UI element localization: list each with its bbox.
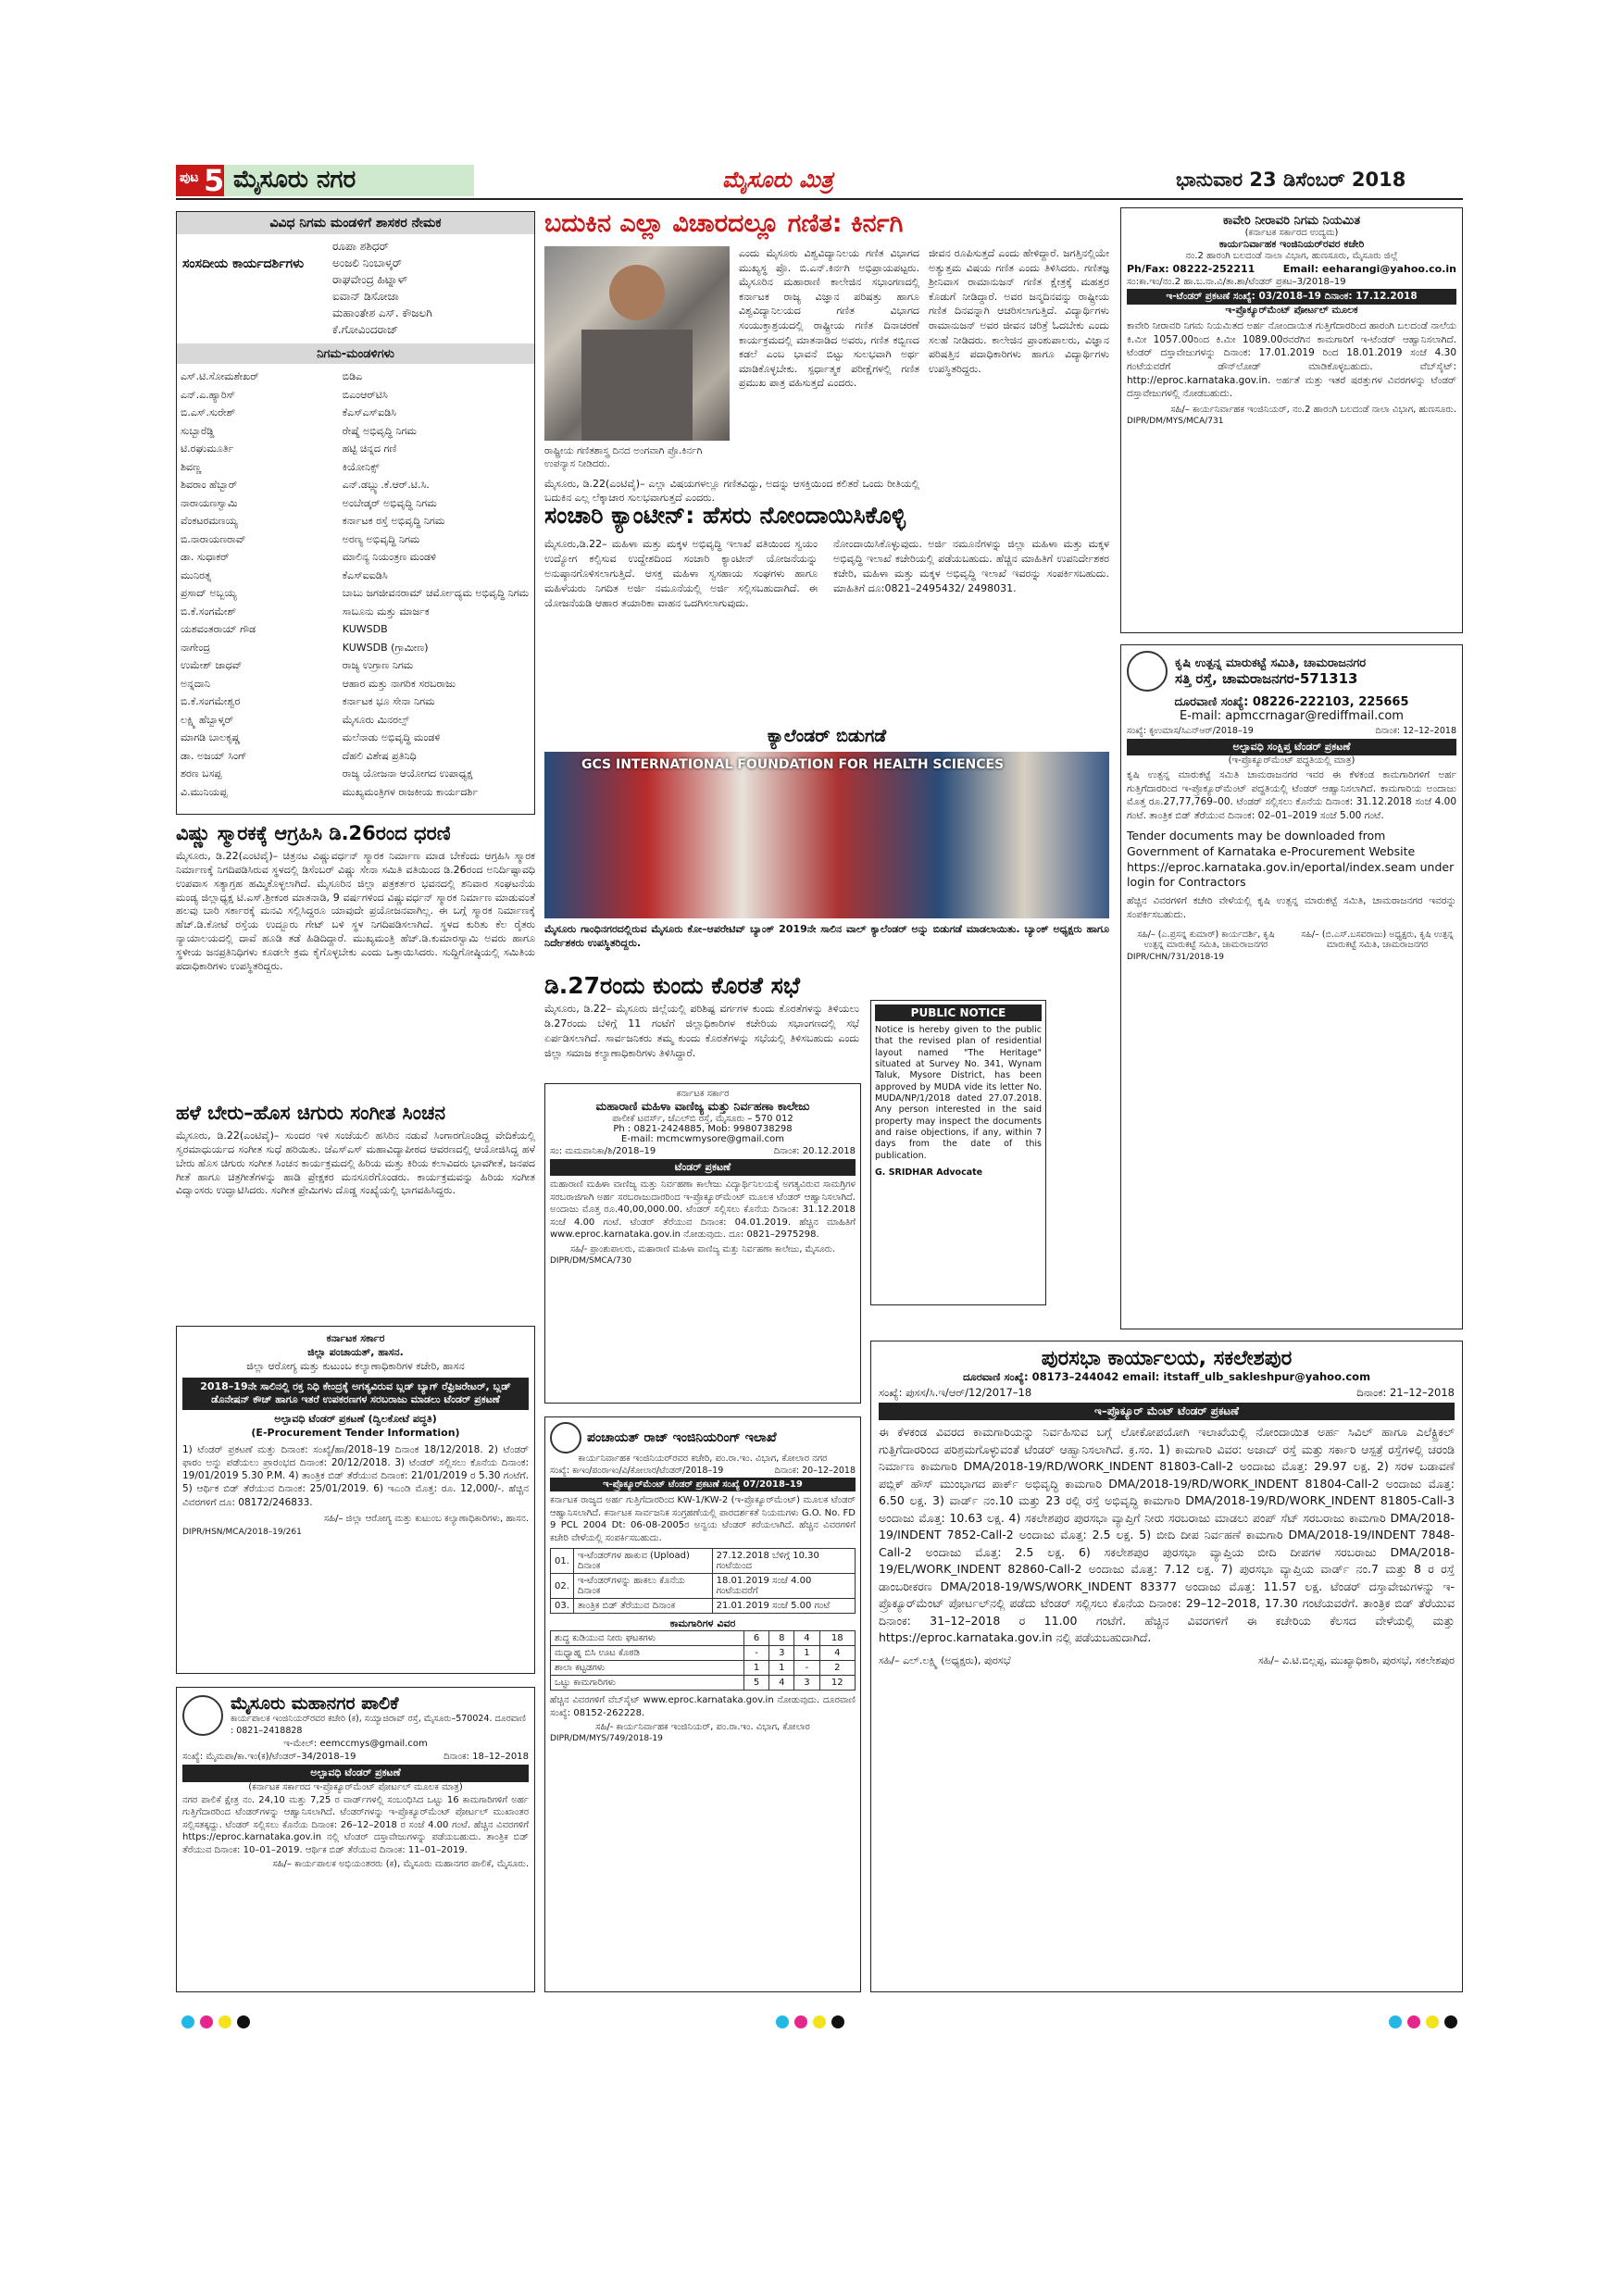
schedule-cell: 02. bbox=[551, 1574, 574, 1599]
tender-mcc-office: ಕಾರ್ಯಪಾಲಕ ಇಂಜಿನಿಯರ್‌ರವರ ಕಚೇರಿ (ಕ), ಸಯ್ಯಾಜಿರಾವ್ ರಸ್ತೆ, ಮೈಸೂರು–570024. ದೂರವಾಣಿ : 0821–2418828 bbox=[231, 1714, 526, 1736]
works-cell: 3 bbox=[769, 1646, 794, 1661]
board-member: ಡಾ. ಅಜಯ್ ಸಿಂಗ್ bbox=[181, 749, 247, 762]
black-dot bbox=[1444, 2015, 1457, 2028]
tender-hassan-dipr: DIPR/HSN/MCA/2018–19/261 bbox=[182, 1528, 302, 1538]
tender-hassan-body: 1) ಟೆಂಡರ್ ಪ್ರಕಟಣೆ ಮತ್ತು ದಿನಾಂಕ: ಸಂಖ್ಯೆ/ಹಾ/2018–19 ದಿನಾಂಕ 18/12/2018. 2) ಟೆಂಡರ್ ಫಾರಂ ಅನ್ನು ಪಡೆಯಲು ಪ್ರಾರಂಭದ ದಿನಾಂಕ: 20/12/2018. 3) ಟೆಂಡರ್ ಸಲ್ಲಿಸಲು ಕೊನೆಯ ದಿನಾಂಕ: 19/01/2019 5.30 P.M. 4) ತಾಂತ್ರಿಕ ಬಿಡ್ ತೆರೆಯುವ ದಿನಾಂಕ: 21/01/2019 ರ 5.30 ಗಂಟೆಗೆ. 5) ಆರ್ಥಿಕ ಬಿಡ್ ತೆರೆಯುವ ದಿನಾಂಕ: 25/01/2019. 6) ಇಎಂಡಿ ಮೊತ್ತ: ರೂ. 12,000/-. ಹೆಚ್ಚಿನ ವಿವರಗಳಿಗೆ ದೂ: 08172/246833. bbox=[182, 1443, 529, 1508]
board-row bbox=[181, 693, 532, 711]
tender-apmc-dipr: DIPR/CHN/731/2018-19 bbox=[1127, 952, 1224, 962]
works-cell: 5 bbox=[744, 1676, 769, 1691]
public-notice-body: Notice is hereby given to the public that the revised plan of residential layout named "The Heritage" situated at Survey No. 341, Wynam Taluk, Mysore District, has been approved by MUDA vide its letter No. MUDA/NP/1/2018 dated 27.07.2018. Any person interested in the said property may inspect the documents and raise objections, if any, within 7 days from the date of this publication. bbox=[875, 1025, 1042, 1161]
works-cell: 6 bbox=[744, 1631, 769, 1646]
cyan-dot bbox=[181, 2015, 194, 2028]
schedule-cell: 18.01.2019 ಸಂಜೆ 4.00 ಗಂಟೆಯವರೆಗೆ bbox=[712, 1574, 855, 1599]
board-member: ಅನ್ನದಾನಿ bbox=[181, 677, 210, 690]
board-post: ಸಾಬೂನು ಮತ್ತು ಮಾರ್ಜಕ bbox=[342, 605, 430, 618]
tender-pri-body: ಕರ್ನಾಟಕ ರಾಜ್ಯದ ಅರ್ಹ ಗುತ್ತಿಗೆದಾರರಿಂದ KW-1/KW-2 (ಇ-ಪ್ರೊಕ್ಯೂರ್‌ಮೆಂಟ್) ಮೂಲಕ ಟೆಂಡರ್ ಆಹ್ವಾನಿಸಲಾಗಿದೆ. ಕರ್ನಾಟಕ ಸಾರ್ವಜನಿಕ ಸಂಗ್ರಹಣೆಯಲ್ಲಿ ಪಾರದರ್ಶಕತೆ ನಿಯಮಗಳು G.O. No. FD 9 PCL 2004 Dt: 06-08-2005ರ ಅನ್ವಯ ಟೆಂಡರ್ ಕರೆಯಲಾಗಿದೆ. ಹೆಚ್ಚಿನ ವಿವರಗಳಿಗೆ ಕಚೇರಿ ವೇಳೆಯಲ್ಲಿ ಸಂಪರ್ಕಿಸಬಹುದು. bbox=[550, 1495, 856, 1543]
board-post: ಮಲೆನಾಡು ಅಭಿವೃದ್ಧಿ ಮಂಡಳಿ bbox=[342, 731, 441, 743]
works-cell: ಒಟ್ಟು ಕಾಮಗಾರಿಗಳು bbox=[551, 1676, 744, 1691]
tender-sakleshpur-sign-left: ಸಹಿ/– ಎಲ್.ಲಕ್ಷ್ಮಿ (ಅಧ್ಯಕ್ಷರು), ಪುರಸಭೆ bbox=[879, 1653, 1011, 1666]
board-row bbox=[181, 675, 532, 693]
story-music-body: ಮೈಸೂರು, ಡಿ.22(ಎಂಟಿವೈ)– ಸುಂದರ ಇಳಿ ಸಂಜೆಯಲಿ ಹಸಿರಿನ ನಡುವೆ ಸಿಂಗಾರಗೊಂಡಿದ್ದ ವೇದಿಕೆಯಲ್ಲಿ ಸ್ವರಮಾಧುರ್ಯದ ಸಂಗೀತ ಸುಧೆ ಹರಿಯಿತು. ಜೆಎಸ್‌ಎಸ್ ಮಹಾವಿದ್ಯಾಪೀಠದ ಆವರಣದಲ್ಲಿ ಆಯೋಜಿಸಿದ್ದ ಹಳೆ ಬೇರು ಹೊಸ ಚಿಗುರು ಸಂಗೀತ ಸಿಂಚನ ಕಾರ್ಯಕ್ರಮದಲ್ಲಿ ಹಿರಿಯ ಮತ್ತು ಕಿರಿಯ ಕಲಾವಿದರು ಭಾವಗೀತೆ, ಜನಪದ ಗೀತೆ ಹಾಗೂ ಚಿತ್ರಗೀತೆಗಳನ್ನು ಹಾಡಿ ಪ್ರೇಕ್ಷಕರ ಮನಸೂರೆಗೊಂಡರು. ಕಾರ್ಯಕ್ರಮವನ್ನು ಹಿರಿಯ ಸಂಗೀತ ವಿದ್ವಾಂಸರು ಉದ್ಘಾಟಿಸಿದರು. ಸಂಗೀತ ಪ್ರೇಮಿಗಳು ದೊಡ್ಡ ಸಂಖ್ಯೆಯಲ್ಲಿ ಭಾಗವಹಿಸಿದ್ದರು. bbox=[176, 1129, 535, 1197]
masthead bbox=[176, 163, 1463, 200]
yellow-dot bbox=[1426, 2015, 1439, 2028]
yellow-dot bbox=[813, 2015, 826, 2028]
yellow-dot bbox=[219, 2015, 231, 2028]
board-row bbox=[181, 404, 532, 422]
board-post: ರಾಜ್ಯ ಯೋಜನಾ ಆಯೋಗದ ಉಪಾಧ್ಯಕ್ಷ bbox=[342, 767, 473, 780]
tender-cauvery-body: ಕಾವೇರಿ ನೀರಾವರಿ ನಿಗಮ ನಿಯಮಿತದ ಅರ್ಹ ನೋಂದಾಯಿತ ಗುತ್ತಿಗೆದಾರರಿಂದ ಹಾರಂಗಿ ಬಲದಂಡೆ ನಾಲೆಯ ಕಿ.ಮೀ 1057.00ರಿಂದ ಕಿ.ಮೀ 1089.00ರವರೆಗಿನ ಕಾಮಗಾರಿಗೆ ಇ-ಟೆಂಡರ್ ಆಹ್ವಾನಿಸಲಾಗಿದೆ. ಟೆಂಡರ್ ದಸ್ತಾವೇಜುಗಳನ್ನು ದಿನಾಂಕ: 17.01.2019 ರಿಂದ 18.01.2019 ಸಂಜೆ 4.30 ಗಂಟೆಯವರೆಗೆ ಡೌನ್‌ಲೋಡ್ ಮಾಡಿಕೊಳ್ಳಬಹುದು. ವೆಬ್‌ಸೈಟ್: http://eproc.karnataka.gov.in. ಅರ್ಹತೆ ಮತ್ತು ಇತರೆ ಷರತ್ತುಗಳ ವಿವರಗಳನ್ನು ಟೆಂಡರ್ ದಸ್ತಾವೇಜುಗಳಲ್ಲಿ ನೋಡಬಹುದು. bbox=[1127, 320, 1456, 400]
registration-marks-right bbox=[1389, 2015, 1463, 2032]
board-member: ಪ್ರಸಾದ್ ಅಬ್ಬಯ್ಯ bbox=[181, 587, 237, 599]
tender-maharani-office: ಕರ್ನಾಟಕ ಸರ್ಕಾರ bbox=[676, 1089, 730, 1099]
works-row bbox=[551, 1631, 856, 1646]
black-dot bbox=[831, 2015, 844, 2028]
tender-apmc-date: ದಿನಾಂಕ: 12–12–2018 bbox=[1375, 726, 1456, 736]
board-member: ಬಿ.ಕೆ.ಸಂಗಮೇಶ್ವರ bbox=[181, 695, 241, 707]
board-member: ಎನ್.ಎ.ಹ್ಯಾರಿಸ್ bbox=[181, 388, 236, 401]
board-row bbox=[181, 584, 532, 603]
board-post: ಮಾಲಿನ್ಯ ನಿಯಂತ್ರಣ ಮಂಡಳಿ bbox=[342, 551, 436, 563]
story-music bbox=[176, 1100, 535, 1313]
tender-mcc-bar2: (ಕರ್ನಾಟಕ ಸರ್ಕಾರದ ಇ-ಪ್ರೊಕ್ಯೂರ್‌ಮೆಂಟ್ ಪೋರ್ಟಲ್ ಮೂಲಕ ಮಾತ್ರ) bbox=[248, 1781, 463, 1792]
board-row bbox=[181, 765, 532, 783]
tender-mcc-date: ದಿನಾಂಕ: 18–12–2018 bbox=[443, 1752, 529, 1763]
tender-sakleshpur-date: ದಿನಾಂಕ: 21–12–2018 bbox=[1356, 1386, 1455, 1399]
tender-maharani-address: ಪಾಲೀಕೆ ಟವರ್ಸ್, ಜೆಎಲ್‌ಬಿ ರಸ್ತೆ, ಮೈಸೂರು – 570 012 bbox=[612, 1114, 793, 1124]
board-row bbox=[181, 386, 532, 405]
tender-mcc-title: ಮೈಸೂರು ಮಹಾನಗರ ಪಾಲಿಕೆ bbox=[231, 1693, 399, 1714]
boards-title: ನಿಗಮ-ಮಂಡಳಿಗಳು bbox=[317, 347, 394, 361]
board-member: ನಾಗೇಂದ್ರ bbox=[181, 641, 211, 654]
lead-photo-podium bbox=[581, 330, 693, 441]
board-post: KUWSDB bbox=[342, 623, 388, 635]
works-cell: ಮಧ್ಯಾಹ್ನ ಬಿಸಿ ಊಟ ಕೊಠಡಿ bbox=[551, 1646, 744, 1661]
tender-mcc-bar: ಅಲ್ಪಾವಧಿ ಟೆಂಡರ್ ಪ್ರಕಟಣೆ bbox=[182, 1765, 529, 1782]
tender-sakleshpur-bar: ಇ–ಪ್ರೊಕ್ಯೂರ್ ಮೆಂಟ್ ಟೆಂಡರ್ ಪ್ರಕಟಣೆ bbox=[879, 1403, 1455, 1420]
tender-cauvery bbox=[1120, 207, 1463, 633]
board-post: ಮುಖ್ಯಮಂತ್ರಿಗಳ ರಾಜಕೀಯ ಕಾರ್ಯದರ್ಶಿ bbox=[342, 785, 479, 798]
tender-pri-works bbox=[550, 1630, 856, 1691]
tender-apmc-email: E-mail: apmccrnagar@rediffmail.com bbox=[1180, 709, 1404, 723]
tender-apmc-ref: ಸಂಖ್ಯೆ: ಕೃಉಮಾಸ/ಸಿಎನ್‌ಆರ್/2018–19 bbox=[1127, 726, 1254, 736]
story-vishnu-headline: ವಿಷ್ಣು ಸ್ಮಾರಕಕ್ಕೆ ಆಗ್ರಹಿಸಿ ಡಿ.26ರಂದ ಧರಣಿ bbox=[176, 822, 451, 844]
tender-cauvery-bar2: ಇ-ಪ್ರೊಕ್ಯೂರ್‌ಮೆಂಟ್ ಪೋರ್ಟಲ್ ಮೂಲಕ bbox=[1225, 305, 1358, 316]
board-post: ಬಿಡಿಎ bbox=[342, 370, 363, 382]
tender-sakleshpur-body: ಈ ಕೆಳಕಂಡ ವಿವರದ ಕಾಮಗಾರಿಯನ್ನು ನಿರ್ವಹಿಸುವ ಬಗ್ಗೆ ಲೋಕೋಪಯೋಗಿ ಇಲಾಖೆಯಲ್ಲಿ ನೋಂದಾಯಿತ ಅರ್ಹ ಸಿವಿಲ್ ಹಾಗೂ ಎಲೆಕ್ಟ್ರಿಕಲ್ ಗುತ್ತಿಗೆದಾರರಿಂದ ಪರಿಶ್ರಮಗೊಳ್ಳುವಂತೆ ಟೆಂಡರ್ ಆಹ್ವಾನಿಸಲಾಗಿದೆ. ಕ್ರ.ಸಂ. 1) ಕಾಮಗಾರಿ ವಿವರ: ಅಜಾದ್ ರಸ್ತೆ ಮತ್ತು ಸರ್ಕಾರಿ ಆಸ್ಪತ್ರೆ ರಸ್ತೆಗಳಲ್ಲಿ ಚರಂಡಿ ನಿರ್ಮಾಣ ಕಾಮಗಾರಿ DMA/2018-19/RD/WORK_INDENT 81803-Call-2 ಅಂದಾಜು ಮೊತ್ತ: 29.97 ಲಕ್ಷ. 2) ಸರಳ ಬಡಾವಣೆ ಪಬ್ಲಿಕ್ ಹೌಸ್ ಮುಂಭಾಗದ ಪಾರ್ಕ್ ಅಭಿವೃದ್ಧಿ ಕಾಮಗಾರಿ DMA/2018-19/RD/WORK_INDENT 81804-Call-2 ಅಂದಾಜು ಮೊತ್ತ: 6.50 ಲಕ್ಷ. 3) ವಾರ್ಡ್ ನಂ.10 ಮತ್ತು 23 ರಲ್ಲಿ ರಸ್ತೆ ಅಭಿವೃದ್ಧಿ ಕಾಮಗಾರಿ DMA/2018-19/RD/WORK_INDENT 81805-Call-3 ಅಂದಾಜು ಮೊತ್ತ: 10.63 ಲಕ್ಷ. 4) ಸಕಲೇಶಪುರ ಪುರಸಭಾ ವ್ಯಾಪ್ತಿಗೆ ನೀರು ಸರಬರಾಜು ಮಾಡಲು ಪಂಪ್ ಸೆಟ್ ಸರಬರಾಜು ಕಾಮಗಾರಿ DMA/2018-19/INDENT 7852-Call-2 ಅಂದಾಜು ಮೊತ್ತ: 2.5 ಲಕ್ಷ. 5) ಬೀದಿ ದೀಪ ನಿರ್ವಹಣೆ ಕಾಮಗಾರಿ DMA/2018-19/INDENT 7848-Call-2 ಅಂದಾಜು ಮೊತ್ತ: 2.5 ಲಕ್ಷ. 6) ಸಕಲೇಶಪುರ ಪುರಸಭಾ ವ್ಯಾಪ್ತಿಯ ಬೀದಿ ದೀಪಗಳ ಸರಬರಾಜು DMA/2018-19/EL/WORK_INDENT 82860-Call-2 ಅಂದಾಜು ಮೊತ್ತ: 7.12 ಲಕ್ಷ. 7) ಪುರಸಭಾ ವ್ಯಾಪ್ತಿಯ ವಾರ್ಡ್ ನಂ.7 ಮತ್ತು 8 ರ ರಸ್ತೆ ಡಾಂಬರೀಕರಣ DMA/2018-19/WS/WORK_INDENT 83377 ಅಂದಾಜು ಮೊತ್ತ: 11.57 ಲಕ್ಷ. ಟೆಂಡರ್ ದಸ್ತಾವೇಜುಗಳನ್ನು ಇ-ಪ್ರೊಕ್ಯೂರ್‌ಮೆಂಟ್ ಪೋರ್ಟಲ್‌ನಲ್ಲಿ ಪಡೆದು ಟೆಂಡರ್ ಸಲ್ಲಿಸಲು ಕೊನೆಯ ದಿನಾಂಕ: 29–12–2018, 17.30 ಗಂಟೆಯವರೆಗೆ. ತಾಂತ್ರಿಕ ಬಿಡ್ ತೆರೆಯುವ ದಿನಾಂಕ: 31–12–2018 ರ 11.00 ಗಂಟೆಗೆ. ಹೆಚ್ಚಿನ ವಿವರಗಳಿಗೆ ಈ ಕಚೇರಿಯ ಕೆಲಸದ ವೇಳೆಯಲ್ಲಿ ಮತ್ತು https://eproc.karnataka.gov.in ನಲ್ಲಿ ಪಡೆಯಬಹುದಾಗಿದೆ. bbox=[879, 1425, 1455, 1644]
tender-apmc-sign-left: ಸಹಿ/– (ಎ.ಪ್ರಸನ್ನ ಕುಮಾರ್) ಕಾರ್ಯದರ್ಶಿ, ಕೃಷಿ ಉತ್ಪನ್ನ ಮಾರುಕಟ್ಟೆ ಸಮಿತಿ, ಚಾಮರಾಜನಗರ bbox=[1137, 929, 1275, 950]
tender-mcc-body: ನಗರ ಪಾಲಿಕೆ ಕ್ಷೇತ್ರ ನಂ. 24,10 ಮತ್ತು 7,25 ರ ವಾರ್ಡ್‌ಗಳಲ್ಲಿ ಸಂಬಂಧಿಸಿದ ಒಟ್ಟು 16 ಕಾಮಗಾರಿಗಳಿಗೆ ಅರ್ಹ ಗುತ್ತಿಗೆದಾರರಿಂದ ಟೆಂಡರ್‌ಗಳನ್ನು ಆಹ್ವಾನಿಸಲಾಗಿದೆ. ಟೆಂಡರ್‌ಗಳನ್ನು ಇ-ಪ್ರೊಕ್ಯೂರ್‌ಮೆಂಟ್ ಪೋರ್ಟಲ್ ಮುಖಾಂತರ ಸಲ್ಲಿಸತಕ್ಕದ್ದು. ಟೆಂಡರ್ ಸಲ್ಲಿಸಲು ಕೊನೆಯ ದಿನಾಂಕ: 26–12–2018 ರ ಸಂಜೆ 4.00 ಗಂಟೆ. ಹೆಚ್ಚಿನ ವಿವರಗಳಿಗೆ https://eproc.karnataka.gov.in ನಲ್ಲಿ ಟೆಂಡರ್ ದಸ್ತಾವೇಜುಗಳನ್ನು ಪಡೆಯಬಹುದು. ತಾಂತ್ರಿಕ ಬಿಡ್ ತೆರೆಯುವ ದಿನಾಂಕ: 10–01–2019. ಆರ್ಥಿಕ ಬಿಡ್ ತೆರೆಯುವ ದಿನಾಂಕ: 11–01–2019. bbox=[182, 1794, 529, 1855]
page-number: 5 bbox=[204, 163, 225, 198]
lead-story bbox=[544, 207, 1109, 504]
mcc-emblem-icon bbox=[182, 1695, 223, 1736]
tender-pri-footer: ಹೆಚ್ಚಿನ ವಿವರಗಳಿಗೆ ವೆಬ್‌ಸೈಟ್ www.eproc.karnataka.gov.in ನೋಡುವುದು. ದೂರವಾಣಿ ಸಂಖ್ಯೆ: 08152-262228. bbox=[550, 1695, 856, 1718]
board-post: ಅರಣ್ಯ ಅಭಿವೃದ್ಧಿ ನಿಗಮ bbox=[342, 532, 420, 545]
public-notice-title: PUBLIC NOTICE bbox=[875, 1004, 1042, 1021]
tender-cauvery-sign: ಸಹಿ/– ಕಾರ್ಯನಿರ್ವಾಹಕ ಇಂಜಿನಿಯರ್, ನಂ.2 ಹಾರಂಗಿ ಬಲದಂಡೆ ನಾಲಾ ವಿಭಾಗ, ಹುಣಸೂರು. bbox=[1170, 405, 1456, 416]
secretary-name: ಐವಾನ್ ಡಿಸೋಜಾ bbox=[332, 290, 399, 303]
tender-sakleshpur-title: ಪುರಸಭಾ ಕಾರ್ಯಾಲಯ, ಸಕಲೇಶಪುರ bbox=[1041, 1347, 1293, 1370]
board-row bbox=[181, 530, 532, 549]
magenta-dot bbox=[1407, 2015, 1420, 2028]
tender-mcc bbox=[176, 1687, 535, 1992]
tender-cauvery-dept: ಕಾವೇರಿ ನೀರಾವರಿ ನಿಗಮ ನಿಯಮಿತ bbox=[1222, 214, 1361, 228]
kunde-body: ಮೈಸೂರು, ಡಿ.22– ಮೈಸೂರು ಜಿಲ್ಲೆಯಲ್ಲಿ ಪರಿಶಿಷ್ಟ ವರ್ಗಗಳ ಕುಂದು ಕೊರತೆಗಳನ್ನು ತಿಳಿಯಲು ಡಿ.27ರಂದು ಬೆಳಿಗ್ಗೆ 11 ಗಂಟೆಗೆ ಜಿಲ್ಲಾಧಿಕಾರಿಗಳ ಕಚೇರಿಯ ಸಭಾಂಗಣದಲ್ಲಿ ಸಭೆ ಏರ್ಪಡಿಸಲಾಗಿದೆ. ಸಾರ್ವಜನಿಕರು ತಮ್ಮ ಕುಂದು ಕೊರತೆಗಳನ್ನು ಸಭೆಯಲ್ಲಿ ತಿಳಿಸಬಹುದು ಎಂದು ಜಿಲ್ಲಾ ಸಮಾಜ ಕಲ್ಯಾಣಾಧಿಕಾರಿಗಳು ತಿಳಿಸಿದ್ದಾರೆ. bbox=[544, 1003, 859, 1059]
works-cell: 18 bbox=[819, 1631, 855, 1646]
board-row bbox=[181, 729, 532, 747]
calendar-story bbox=[544, 724, 1109, 967]
board-member: ಯಶವಂತರಾಯ್ ಗೌಡ bbox=[181, 623, 256, 635]
tender-maharani-sign: ಸಹಿ/- ಪ್ರಾಂಶುಪಾಲರು, ಮಹಾರಾಣಿ ಮಹಿಳಾ ವಾಣಿಜ್ಯ ಮತ್ತು ನಿರ್ವಹಣಾ ಕಾಲೇಜು, ಮೈಸೂರು. bbox=[570, 1243, 835, 1254]
tender-sakleshpur-sign-right: ಸಹಿ/– ವಿ.ಟಿ.ಬಿಲ್ಲಪ್ಪ, ಮುಖ್ಯಾಧಿಕಾರಿ, ಪುರಸಭೆ, ಸಕಲೇಶಪುರ bbox=[1257, 1653, 1455, 1666]
lead-col1b: ಮೈಸೂರು, ಡಿ.22(ಎಂಟಿವೈ)– ಎಲ್ಲಾ ವಿಷಯಗಳಲ್ಲೂ ಗಣಿತವಿದ್ದು, ಅದನ್ನು ಆಸಕ್ತಿಯಿಂದ ಕಲಿತರೆ ಒಂದು ರೀತಿಯಲ್ಲಿ ಬದುಕಿನ ಎಲ್ಲ ಲೆಕ್ಕಾಚಾರ ಸುಲಭವಾಗುತ್ತದೆ ಎಂದರು. bbox=[544, 478, 919, 504]
secretary-name: ಕೆ.ಗೋವಿಂದರಾಜ್ bbox=[332, 323, 399, 336]
canteen-col1: ಮೈಸೂರು,ಡಿ.22– ಮಹಿಳಾ ಮತ್ತು ಮಕ್ಕಳ ಅಭಿವೃದ್ಧಿ ಇಲಾಖೆ ವತಿಯಿಂದ ಸ್ವಯಂ ಉದ್ಯೋಗ ಕಲ್ಪಿಸುವ ಉದ್ದೇಶದಿಂದ ಸಂಚಾರಿ ಕ್ಯಾಂಟೀನ್ ಯೋಜನೆಯನ್ನು ಅನುಷ್ಠಾನಗೊಳಿಸಲಾಗುತ್ತಿದೆ. ಆಸಕ್ತ ಮಹಿಳಾ ಸ್ವಸಹಾಯ ಸಂಘಗಳು ಹಾಗೂ ಮಹಿಳೆಯರು ನಿಗದಿತ ಅರ್ಜಿ ನಮೂನೆಯಲ್ಲಿ ಅರ್ಜಿ ಸಲ್ಲಿಸಬಹುದಾಗಿದೆ. ಈ ಯೋಜನೆಯಡಿ ಆಹಾರ ತಯಾರಿಕಾ ವಾಹನ ಒದಗಿಸಲಾಗುವುದು. bbox=[544, 538, 818, 609]
tender-pri-office: ಕಾರ್ಯನಿರ್ವಾಹಕ ಇಂಜಿನಿಯರ್‌ರವರ ಕಚೇರಿ, ಪಂ.ರಾ.ಇಂ. ವಿಭಾಗ, ಕೋಲಾರ ನಗರ bbox=[578, 1454, 828, 1464]
tender-pri-date: ದಿನಾಂಕ: 20–12–2018 bbox=[774, 1466, 856, 1476]
tender-apmc-sign-right: ಸಹಿ/– (ಬಿ.ಎಸ್.ಬಸವರಾಜು) ಅಧ್ಯಕ್ಷರು, ಕೃಷಿ ಉತ್ಪನ್ನ ಮಾರುಕಟ್ಟೆ ಸಮಿತಿ, ಚಾಮರಾಜನಗರ bbox=[1301, 929, 1454, 950]
appointments-title: ವಿವಿಧ ನಿಗಮ ಮಂಡಳಿಗೆ ಶಾಸಕರ ನೇಮಕ bbox=[269, 216, 442, 231]
canteen-headline: ಸಂಚಾರಿ ಕ್ಯಾಂಟೀನ್: ಹೆಸರು ನೋಂದಾಯಿಸಿಕೊಳ್ಳಿ bbox=[544, 502, 906, 529]
board-row bbox=[181, 458, 532, 477]
board-row bbox=[181, 656, 532, 675]
board-member: ಉಮೇಶ್ ಜಾಧವ್ bbox=[181, 659, 243, 671]
board-member: ನಾರಾಯಣಸ್ವಾಮಿ bbox=[181, 496, 238, 509]
lead-headline: ಬದುಕಿನ ಎಲ್ಲಾ ವಿಚಾರದಲ್ಲೂ ಗಣಿತ: ಕಿರ್ನಗಿ bbox=[544, 209, 904, 238]
tender-mcc-email: ಇ-ಮೇಲ್: eemccmys@gmail.com bbox=[283, 1738, 428, 1749]
secretary-name: ರೂಪಾ ಶಶಿಧರ್ bbox=[332, 240, 389, 253]
tender-pri-schedule bbox=[550, 1548, 856, 1614]
tender-cauvery-sub: (ಕರ್ನಾಟಕ ಸರ್ಕಾರದ ಉದ್ಯಮ) bbox=[1244, 228, 1339, 238]
board-post: ಬಾಬು ಜಗಜೀವನರಾಮ್ ಚರ್ಮೋದ್ಯಮ ಅಭಿವೃದ್ಧಿ ನಿಗಮ bbox=[342, 587, 530, 599]
board-post: ಹಟ್ಟಿ ಚಿನ್ನದ ಗಣಿ bbox=[342, 443, 397, 455]
registration-marks-left bbox=[181, 2015, 256, 2032]
board-row bbox=[181, 548, 532, 567]
tender-apmc-body: ಕೃಷಿ ಉತ್ಪನ್ನ ಮಾರುಕಟ್ಟೆ ಸಮಿತಿ ಚಾಮರಾಜನಗರ ಇವರ ಈ ಕೆಳಕಂಡ ಕಾಮಗಾರಿಗಳಿಗೆ ಅರ್ಹ ಗುತ್ತಿಗೆದಾರರಿಂದ ಇ-ಪ್ರೊಕ್ಯೂರ್‌ಮೆಂಟ್ ಪದ್ಧತಿಯಲ್ಲಿ ಟೆಂಡರ್ ಆಹ್ವಾನಿಸಲಾಗಿದೆ. ಕಾಮಗಾರಿಯ ಅಂದಾಜು ಮೊತ್ತ ರೂ.27,77,769–00. ಟೆಂಡರ್ ಸಲ್ಲಿಸಲು ಕೊನೆಯ ದಿನಾಂಕ: 31.12.2018 ಸಂಜೆ 4.00 ಗಂಟೆ. ತಾಂತ್ರಿಕ ಬಿಡ್ ತೆರೆಯುವ ದಿನಾಂಕ: 02–01–2019 ಸಂಜೆ 5.00 ಗಂಟೆ. bbox=[1127, 769, 1456, 822]
board-post: ಆಹಾರ ಮತ್ತು ನಾಗರಿಕ ಸರಬರಾಜು bbox=[342, 677, 456, 690]
board-row bbox=[181, 440, 532, 458]
public-notice-sign: G. SRIDHAR Advocate bbox=[875, 1167, 983, 1179]
board-member: ಮುನಿರತ್ನ bbox=[181, 568, 212, 581]
tender-pri-sign: ಸಹಿ/- ಕಾರ್ಯನಿರ್ವಾಹಕ ಇಂಜಿನಿಯರ್, ಪಂ.ರಾ.ಇಂ. ವಿಭಾಗ, ಕೋಲಾರ bbox=[595, 1722, 810, 1732]
cyan-dot bbox=[1389, 2015, 1402, 2028]
tender-pri-dept: ಪಂಚಾಯತ್ ರಾಜ್ ಇಂಜಿನಿಯರಿಂಗ್ ಇಲಾಖೆ bbox=[587, 1430, 777, 1445]
board-row bbox=[181, 368, 532, 386]
works-cell: - bbox=[744, 1646, 769, 1661]
works-cell: 1 bbox=[769, 1661, 794, 1676]
schedule-cell: ಇ-ಟೆಂಡರ್‌ಗಳ ಹಾಕುವ (Upload) ದಿನಾಂಕ bbox=[573, 1549, 712, 1574]
lead-photo bbox=[544, 246, 730, 441]
schedule-cell: ತಾಂತ್ರಿಕ ಬಿಡ್ ತೆರೆಯುವ ದಿನಾಂಕ bbox=[573, 1599, 712, 1614]
works-cell: 4 bbox=[769, 1676, 794, 1691]
magenta-dot bbox=[200, 2015, 213, 2028]
tender-mcc-sign: ಸಹಿ/– ಕಾರ್ಯಪಾಲಕ ಅಭಿಯಂತರರು (ಕ), ಮೈಸೂರು ಮಹಾನಗರ ಪಾಲಿಕೆ, ಮೈಸೂರು. bbox=[272, 1859, 529, 1870]
board-member: ವಿ.ಮುನಿಯಪ್ಪ bbox=[181, 785, 228, 798]
tender-cauvery-phone: Ph/Fax: 08222-252211 bbox=[1127, 263, 1255, 275]
works-cell: 4 bbox=[794, 1631, 819, 1646]
board-member: ಎಸ್.ಟಿ.ಸೋಮಶೇಖರ್ bbox=[181, 370, 259, 382]
secretary-name: ಅಂಜಲಿ ನಿಂಬಾಳ್ಕರ್ bbox=[332, 256, 403, 269]
public-notice bbox=[870, 1000, 1046, 1305]
appointments-box bbox=[176, 211, 535, 815]
tender-hassan-office: ಜಿಲ್ಲಾ ಪಂಚಾಯತ್, ಹಾಸನ. bbox=[307, 1345, 404, 1358]
calendar-caption: ಮೈಸೂರು ಗಾಂಧಿನಗರದಲ್ಲಿರುವ ಮೈಸೂರು ಕೋ–ಆಪರೇಟಿವ್ ಬ್ಯಾಂಕ್ 2019ನೇ ಸಾಲಿನ ವಾಲ್ ಕ್ಯಾಲೆಂಡರ್ ಅನ್ನು ಬಿಡುಗಡೆ ಮಾಡಲಾಯಿತು. ಬ್ಯಾಂಕ್ ಅಧ್ಯಕ್ಷರು ಹಾಗೂ ನಿರ್ದೇಶಕರು ಉಪಸ್ಥಿತರಿದ್ದರು. bbox=[544, 923, 1109, 950]
secretary-name: ರಾಘವೇಂದ್ರ ಹಿಟ್ನಾಳ್ bbox=[332, 273, 408, 286]
works-cell: 1 bbox=[794, 1646, 819, 1661]
board-post: ಮೈಸೂರು ಮಿನರಲ್ಸ್ bbox=[342, 713, 409, 726]
board-member: ಶರಣ ಬಸಪ್ಪ bbox=[181, 767, 222, 780]
appointments-title-bar bbox=[177, 212, 534, 234]
tender-hassan-dept: ಜಿಲ್ಲಾ ಆರೋಗ್ಯ ಮತ್ತು ಕುಟುಂಬ ಕಲ್ಯಾಣಾಧಿಕಾರಿಗಳ ಕಚೇರಿ, ಹಾಸನ bbox=[246, 1359, 465, 1372]
board-post: ಎನ್.ಡಬ್ಲ್ಯು.ಕೆ.ಆರ್.ಟಿ.ಸಿ. bbox=[342, 479, 430, 491]
black-dot bbox=[237, 2015, 250, 2028]
tender-hassan bbox=[176, 1326, 535, 1674]
schedule-cell: 27.12.2018 ಬೆಳಿಗ್ಗೆ 10.30 ಗಂಟೆಯಿಂದ bbox=[712, 1549, 855, 1574]
schedule-cell: 03. bbox=[551, 1599, 574, 1614]
tender-sakleshpur-ref: ಸಂಖ್ಯೆ: ಪುಸಸ/ಸಿ.ಇ/ಆರ್/12/2017–18 bbox=[879, 1386, 1032, 1399]
board-row bbox=[181, 494, 532, 513]
page-label: ಪುಟ bbox=[180, 170, 199, 185]
tender-mcc-ref: ಸಂಖ್ಯೆ: ಮೈಮಪಾ/ಕಾ.ಇಂ(ಕ)/ಟೆಂಡರ್–34/2018–19 bbox=[182, 1752, 356, 1763]
board-member: ವೆಂಕಟರಮಣಯ್ಯ bbox=[181, 515, 238, 527]
tender-cauvery-bar: ಇ-ಟೆಂಡರ್ ಪ್ರಕಟಣೆ ಸಂಖ್ಯೆ: 03/2018–19 ದಿನಾಂಕ: 17.12.2018 bbox=[1127, 289, 1456, 305]
lead-col2: ಜೀವನ ರೂಪಿಸುತ್ತದೆ ಎಂದು ಹೇಳಿದ್ದಾರೆ. ಜಗತ್ತಿನಲ್ಲಿಯೇ ಅತ್ಯುತ್ತಮ ವಿಷಯ ಗಣಿತ ಎಂದು ತಿಳಿಸಿದರು. ಗಣಿತಜ್ಞ ಶ್ರೀನಿವಾಸ ರಾಮಾನುಜನ್ ಗಣಿತ ಕ್ಷೇತ್ರಕ್ಕೆ ಮಹತ್ತರ ಕೊಡುಗೆ ನೀಡಿದ್ದಾರೆ. ಅವರ ಜನ್ಮದಿನವನ್ನು ರಾಷ್ಟ್ರೀಯ ಗಣಿತ ದಿನವನ್ನಾಗಿ ಆಚರಿಸಲಾಗುತ್ತಿದೆ. ವಿದ್ಯಾರ್ಥಿಗಳು ರಾಮಾನುಜನ್ ಅವರ ಜೀವನ ಚರಿತ್ರೆ ಓದಬೇಕು ಎಂದು ಸಲಹೆ ನೀಡಿದರು. ಕಾಲೇಜಿನ ಪ್ರಾಂಶುಪಾಲರು, ವಿಜ್ಞಾನ ಪರಿಷತ್ತಿನ ಪದಾಧಿಕಾರಿಗಳು ಹಾಗೂ ವಿದ್ಯಾರ್ಥಿಗಳು ಉಪಸ್ಥಿತರಿದ್ದರು. bbox=[929, 247, 1109, 375]
tender-apmc-phone: ದೂರವಾಣಿ ಸಂಖ್ಯೆ: 08226-222103, 225665 bbox=[1174, 695, 1409, 709]
magenta-dot bbox=[794, 2015, 807, 2028]
board-row bbox=[181, 476, 532, 494]
works-row bbox=[551, 1676, 856, 1691]
schedule-cell: 01. bbox=[551, 1549, 574, 1574]
tender-hassan-sign: ಸಹಿ/– ಜಿಲ್ಲಾ ಆರೋಗ್ಯ ಮತ್ತು ಕುಟುಂಬ ಕಲ್ಯಾಣಾಧಿಕಾರಿಗಳು, ಹಾಸನ. bbox=[323, 1513, 529, 1524]
tender-cauvery-ref: ಸಂ:ಕಾ.ಇಂ/ನಂ.2 ಹಾ.ಬ.ನಾ.ವಿ/ತಾ.ಶಾ/ಟೆಂಡರ್‌ ಪ್ರಕಟ–3/2018–19 bbox=[1127, 277, 1346, 287]
works-cell: 3 bbox=[794, 1676, 819, 1691]
cyan-dot bbox=[776, 2015, 789, 2028]
tender-apmc-dept: ಕೃಷಿ ಉತ್ಪನ್ನ ಮಾರುಕಟ್ಟೆ ಸಮಿತಿ, ಚಾಮರಾಜನಗರ bbox=[1175, 655, 1367, 670]
tender-cauvery-address: ನಂ.2 ಹಾರಂಗಿ ಬಲದಂಡೆ ನಾಲಾ ವಿಭಾಗ, ಹುಣಸೂರು, ಮೈಸೂರು ಜಿಲ್ಲೆ bbox=[1185, 251, 1398, 261]
board-member: ಬಿ.ನಾರಾಯಣರಾವ್ bbox=[181, 532, 246, 545]
calendar-photo-banner: GCS INTERNATIONAL FOUNDATION FOR HEALTH SCIENCES bbox=[581, 757, 1005, 772]
board-member: ಸುಬ್ಬಾರೆಡ್ಡಿ bbox=[181, 424, 215, 437]
paper-name: ಮೈಸೂರು ಮಿತ್ರ bbox=[722, 167, 833, 193]
board-post: ರಾಜ್ಯ ಉಗ್ರಾಣ ನಿಗಮ bbox=[342, 659, 414, 671]
board-member: ಬಿ.ಕೆ.ಸಂಗಮೇಶ್ bbox=[181, 605, 237, 618]
board-post: ಕಿಯೋನಿಕ್ಸ್ bbox=[342, 460, 380, 473]
tender-pri bbox=[544, 1416, 861, 1992]
apmc-emblem-icon bbox=[1127, 651, 1168, 692]
tender-sakleshpur-contact: ದೂರವಾಣಿ ಸಂಖ್ಯೆ: 08173–244042 email: itstaff_ulb_sakleshpur@yahoo.com bbox=[962, 1370, 1371, 1383]
board-member: ಟಿ.ರಘುಮೂರ್ತಿ bbox=[181, 443, 234, 455]
works-cell: 12 bbox=[819, 1676, 855, 1691]
lead-col1: ಎಂದು ಮೈಸೂರು ವಿಶ್ವವಿದ್ಯಾನಿಲಯ ಗಣಿತ ವಿಭಾಗದ ಮುಖ್ಯಸ್ಥ ಪ್ರೊ. ಬಿ.ಎನ್.ಕಿರ್ನಗಿ ಅಭಿಪ್ರಾಯಪಟ್ಟರು. ಮೈಸೂರಿನ ಮಹಾರಾಣಿ ಕಾಲೇಜಿನ ಸಭಾಂಗಣದಲ್ಲಿ ಕರ್ನಾಟಕ ರಾಜ್ಯ ವಿಜ್ಞಾನ ಪರಿಷತ್ತು ಹಾಗೂ ವಿಶ್ವವಿದ್ಯಾನಿಲಯದ ಗಣಿತ ವಿಭಾಗದ ಸಂಯುಕ್ತಾಶ್ರಯದಲ್ಲಿ ರಾಷ್ಟ್ರೀಯ ಗಣಿತ ದಿನಾಚರಣೆ ಕಾರ್ಯಕ್ರಮದಲ್ಲಿ ಮಾತನಾಡಿದ ಅವರು, ಗಣಿತ ಕಬ್ಬಿಣದ ಕಡಲೆ ಎಂಬ ಭಾವನೆ ಬಿಟ್ಟು ಸುಲಭವಾಗಿ ಅರ್ಥ ಮಾಡಿಕೊಳ್ಳಬೇಕು. ಸ್ಪರ್ಧಾತ್ಮಕ ಪರೀಕ್ಷೆಗಳಲ್ಲಿ ಗಣಿತ ಪ್ರಮುಖ ಪಾತ್ರ ವಹಿಸುತ್ತದೆ ಎಂದರು. bbox=[739, 247, 919, 390]
boards-title-bar bbox=[177, 343, 534, 364]
board-row bbox=[181, 620, 532, 639]
tender-maharani-dipr: DIPR/DM/SMCA/730 bbox=[550, 1255, 632, 1266]
tender-pri-works-title: ಕಾಮಗಾರಿಗಳ ವಿವರ bbox=[669, 1617, 736, 1629]
story-vishnu bbox=[176, 820, 535, 1096]
tender-sakleshpur bbox=[870, 1341, 1463, 1992]
board-row bbox=[181, 603, 532, 621]
board-member: ಶಿವರಾಂ ಹೆಬ್ಬಾರ್ bbox=[181, 479, 238, 491]
issue-date: ಭಾನುವಾರ 23 ಡಿಸೆಂಬರ್ 2018 bbox=[1176, 168, 1406, 191]
tender-cauvery-email: Email: eeharangi@yahoo.co.in bbox=[1282, 263, 1456, 275]
boards-list bbox=[181, 368, 532, 801]
board-member: ಬಿ.ಎಸ್.ಸುರೇಶ್ bbox=[181, 406, 236, 418]
tender-maharani-bar: ಟೆಂಡರ್ ಪ್ರಕಟಣೆ bbox=[550, 1159, 856, 1176]
board-member: ಶಿವಣ್ಣ bbox=[181, 460, 202, 473]
works-cell: - bbox=[794, 1661, 819, 1676]
board-post: ಕರ್ನಾಟಕ ಭೂ ಸೇನಾ ನಿಗಮ bbox=[342, 695, 435, 707]
masthead-rule bbox=[176, 198, 1463, 200]
schedule-cell: 21.01.2019 ಸಂಜೆ 5.00 ಗಂಟೆ bbox=[712, 1599, 855, 1614]
works-cell: ಶುದ್ಧ ಕುಡಿಯುವ ನೀರು ಘಟಕಗಳು bbox=[551, 1631, 744, 1646]
calendar-headline: ಕ್ಯಾಲೆಂಡರ್ ಬಿಡುಗಡೆ bbox=[767, 726, 887, 746]
tender-cauvery-dipr: DIPR/DM/MYS/MCA/731 bbox=[1127, 417, 1224, 427]
registration-marks-center bbox=[776, 2015, 850, 2032]
secretaries-label: ಸಂಸದೀಯ ಕಾರ್ಯದರ್ಶಿಗಳು bbox=[182, 256, 305, 271]
tender-maharani bbox=[544, 1083, 861, 1404]
canteen-col2: ನೋಂದಾಯಿಸಿಕೊಳ್ಳುವುದು. ಅರ್ಜಿ ನಮೂನೆಗಳನ್ನು ಜಿಲ್ಲಾ ಮಹಿಳಾ ಮತ್ತು ಮಕ್ಕಳ ಅಭಿವೃದ್ಧಿ ಇಲಾಖೆ ಕಚೇರಿಯಲ್ಲಿ ಪಡೆಯಬಹುದು. ಹೆಚ್ಚಿನ ಮಾಹಿತಿಗೆ ಉಪನಿರ್ದೇಶಕರ ಕಚೇರಿ, ಮಹಿಳಾ ಮತ್ತು ಮಕ್ಕಳ ಅಭಿವೃದ್ಧಿ ಇಲಾಖೆ ಇವರನ್ನು ಸಂಪರ್ಕಿಸಬಹುದು. ಮಾಹಿತಿಗೆ ದೂ:0821–2495432/ 2498031. bbox=[833, 538, 1109, 594]
tender-hassan-bar: 2018–19ನೇ ಸಾಲಿನಲ್ಲಿ ರಕ್ತ ನಿಧಿ ಕೇಂದ್ರಕ್ಕೆ ಅಗತ್ಯವಿರುವ ಬ್ಲಡ್ ಬ್ಯಾಗ್ ರೆಫ್ರಿಜರೇಟರ್, ಬ್ಲಡ್ ಡೊನೇಷನ್ ಕೌಚ್ ಹಾಗೂ ಇತರೆ ಉಪಕರಣಗಳ ಸರಬರಾಜು ಮಾಡಲು ಟೆಂಡರ್ ಪ್ರಕಟಣೆ bbox=[182, 1378, 529, 1411]
pri-emblem-icon bbox=[550, 1422, 581, 1454]
story-vishnu-body: ಮೈಸೂರು, ಡಿ.22(ಎಂಟಿವೈ)– ಚಿತ್ರನಟ ವಿಷ್ಣುವರ್ಧನ್ ಸ್ಮಾರಕ ನಿರ್ಮಾಣ ಮಾಡ ಬೇಕೆಂದು ಆಗ್ರಹಿಸಿ ಸ್ಮಾರಕ ನಿರ್ಮಾಣಕ್ಕೆ ನಿಗದಿಪಡಿಸಿರುವ ಸ್ಥಳದಲ್ಲಿ ಡಿಸೆಂಬರ್ ವಿಷ್ಣು ಸೇನಾ ಸಮಿತಿ ವತಿಯಿಂದ ಡಿ.26ರಂದ ಅನಿರ್ದಿಷ್ಟಾವಧಿ ಉಪವಾಸ ಸತ್ಯಾಗ್ರಹ ಹಮ್ಮಿಕೊಳ್ಳಲಾಗಿದೆ. ಮೈಸೂರಿನ ಜಿಲ್ಲಾ ಪತ್ರಕರ್ತರ ಭವನದಲ್ಲಿ ಶನಿವಾರ ಸಂಘಟನೆಯ ಮಂಡ್ಯ ಜಿಲ್ಲಾಧ್ಯಕ್ಷ ಟಿ.ಎಸ್.ಶ್ರೀಕಂಠ ಮಾತನಾಡಿ, 9 ವರ್ಷಗಳಿಂದ ವಿಷ್ಣುವರ್ಧನ್ ಸ್ಮಾರಕ ನಿರ್ಮಾಣ ಮಾಡುವಂತೆ ಹಲವು ಬಾರಿ ಸರ್ಕಾರಕ್ಕೆ ಮನವಿ ಸಲ್ಲಿಸಿದ್ದರೂ ಯಾವುದೇ ಪ್ರಯೋಜನವಾಗಿಲ್ಲ. ಈ ಬಗ್ಗೆ ಸ್ಮಾರಕ ನಿರ್ಮಾಣಕ್ಕೆ ಹೆಚ್.ಡಿ.ಕೋಟೆ ರಸ್ತೆಯ ಉದ್ಬೂರು ಗೇಟ್ ಬಳಿ ಸ್ಥಳ ನಿಗದಿಪಡಿಸಲಾಗಿದೆ. ಸ್ಥಳದ ಕುರಿತು ಕೆಲ ರೈತರು ನ್ಯಾಯಾಲಯದಲ್ಲಿ ದಾವೆ ಹೂಡಿ ತಡೆ ಹಿಡಿದಿದ್ದಾರೆ. ಮುಖ್ಯಮಂತ್ರಿ ಹೆಚ್.ಡಿ.ಕುಮಾರಸ್ವಾಮಿ ಅವರು ಹಾಗೂ ಸ್ಥಳೀಯ ಜನಪ್ರತಿನಿಧಿಗಳು ಕೂಡಲೇ ಕ್ರಮ ಕೈಗೊಳ್ಳಬೇಕು ಎಂದು ಒತ್ತಾಯಿಸಿದರು. ಸುದ್ದಿಗೋಷ್ಠಿಯಲ್ಲಿ ಸಮಿತಿಯ ಪದಾಧಿಕಾರಿಗಳು ಉಪಸ್ಥಿತರಿದ್ದರು. bbox=[176, 850, 535, 972]
secretaries-list bbox=[332, 238, 527, 338]
tender-apmc-address: ಸತ್ತಿ ರಸ್ತೆ, ಚಾಮರಾಜನಗರ-571313 bbox=[1175, 669, 1358, 687]
board-row bbox=[181, 567, 532, 585]
schedule-cell: ಇ-ಟೆಂಡರ್‌ಗಳನ್ನು ಹಾಕಲು ಕೊನೆಯ ದಿನಾಂಕ bbox=[573, 1574, 712, 1599]
calendar-photo bbox=[544, 752, 1109, 918]
tender-maharani-body: ಮಹಾರಾಣಿ ಮಹಿಳಾ ವಾಣಿಜ್ಯ ಮತ್ತು ನಿರ್ವಹಣಾ ಕಾಲೇಜು ವಿದ್ಯಾರ್ಥಿನಿಲಯಕ್ಕೆ ಅಗತ್ಯವಿರುವ ಸಾಮಗ್ರಿಗಳ ಸರಬರಾಜಿಗಾಗಿ ಅರ್ಹ ಸರಬರಾಜುದಾರರಿಂದ ಇ-ಪ್ರೊಕ್ಯೂರ್‌ಮೆಂಟ್ ಮೂಲಕ ಟೆಂಡರ್ ಆಹ್ವಾನಿಸಲಾಗಿದೆ. ಅಂದಾಜು ಮೊತ್ತ ರೂ.40,00,000.00. ಟೆಂಡರ್ ಸಲ್ಲಿಸಲು ಕೊನೆಯ ದಿನಾಂಕ: 31.12.2018 ಸಂಜೆ 4.00 ಗಂಟೆ. ಟೆಂಡರ್ ತೆರೆಯುವ ದಿನಾಂಕ: 04.01.2019. ಹೆಚ್ಚಿನ ಮಾಹಿತಿಗೆ www.eproc.karnataka.gov.in ನೋಡುವುದು. ದೂ: 0821–2975298. bbox=[550, 1179, 856, 1240]
tender-hassan-govt: ಕರ್ನಾಟಕ ಸರ್ಕಾರ bbox=[326, 1332, 385, 1344]
works-cell: 4 bbox=[819, 1646, 855, 1661]
board-row bbox=[181, 639, 532, 657]
tender-hassan-sub: ಅಲ್ಪಾವಧಿ ಟೆಂಡರ್ ಪ್ರಕಟಣೆ (ದ್ವಿಲಕೋಟೆ ಪದ್ಧತಿ) bbox=[274, 1413, 437, 1426]
tender-maharani-ref: ಸಂ: ಮಮವಾನಿಕಾ/ಶಿ/2018–19 bbox=[550, 1146, 656, 1156]
tender-apmc-body2: ಹೆಚ್ಚಿನ ವಿವರಗಳಿಗೆ ಕಚೇರಿ ವೇಳೆಯಲ್ಲಿ ಕೃಷಿ ಉತ್ಪನ್ನ ಮಾರುಕಟ್ಟೆ ಸಮಿತಿ, ಚಾಮರಾಜನಗರ ಇವರನ್ನು ಸಂಪರ್ಕಿಸಬಹುದು. bbox=[1127, 895, 1456, 920]
tender-hassan-sub2: (E-Procurement Tender Information) bbox=[251, 1427, 460, 1440]
board-row bbox=[181, 422, 532, 441]
canteen-story bbox=[544, 500, 1109, 718]
board-post: ರೇಷ್ಮೆ ಅಭಿವೃದ್ಧಿ ನಿಗಮ bbox=[342, 424, 417, 437]
board-row bbox=[181, 512, 532, 530]
lead-photo-figure bbox=[609, 265, 665, 320]
tender-apmc bbox=[1120, 644, 1463, 1329]
tender-apmc-bar2: (ಇ-ಪ್ರೊಕ್ಯೂರ್‌ಮೆಂಟ್ ಪದ್ಧತಿಯಲ್ಲಿ ಮಾತ್ರ) bbox=[1228, 755, 1355, 766]
secretary-name: ಮಹಾಂತೇಶ ಎಸ್. ಕೌಜಲಗಿ bbox=[332, 306, 432, 319]
schedule-row bbox=[551, 1599, 856, 1614]
works-row bbox=[551, 1661, 856, 1676]
works-row bbox=[551, 1646, 856, 1661]
section-title: ಮೈಸೂರು ನಗರ bbox=[233, 166, 356, 193]
board-post: ದೆಹಲಿ ವಿಶೇಷ ಪ್ರತಿನಿಧಿ bbox=[342, 749, 417, 762]
schedule-row bbox=[551, 1574, 856, 1599]
tender-pri-ref: ಸಂಖ್ಯೆ: ಕಾಇಂ/ಪಂರಾಇಂ/ವಿ/ಕೋಲಾರ/ಟೆಂಡರ್/2018–19 bbox=[550, 1466, 724, 1476]
works-cell: 2 bbox=[819, 1661, 855, 1676]
tender-maharani-dept: ಮಹಾರಾಣಿ ಮಹಿಳಾ ವಾಣಿಜ್ಯ ಮತ್ತು ನಿರ್ವಹಣಾ ಕಾಲೇಜು bbox=[595, 1099, 810, 1113]
tender-maharani-date: ದಿನಾಂಕ: 20.12.2018 bbox=[773, 1146, 856, 1156]
story-music-headline: ಹಳೆ ಬೇರು–ಹೊಸ ಚಿಗುರು ಸಂಗೀತ ಸಿಂಚನ bbox=[176, 1102, 446, 1124]
tender-pri-bar: ಇ-ಪ್ರೊಕ್ಯೂರ್‌ಮೆಂಟ್ ಟೆಂಡರ್ ಪ್ರಕಟಣೆ ಸಂಖ್ಯೆ 07/2018–19 bbox=[550, 1478, 856, 1491]
board-member: ಮಾಗಡಿ ಬಾಲಕೃಷ್ಣ bbox=[181, 731, 241, 743]
board-post: ಬಿಎಂಆರ್‌ಟಿಸಿ bbox=[342, 388, 388, 401]
tender-maharani-email: E-mail: mcmcwmysore@gmail.com bbox=[621, 1134, 784, 1144]
tender-apmc-bar: ಅಲ್ಪಾವಧಿ ಸಂಕ್ಷಿಪ್ತ ಟೆಂಡರ್ ಪ್ರಕಟಣೆ bbox=[1127, 739, 1456, 755]
board-post: KUWSDB (ಗ್ರಾಮೀಣ) bbox=[342, 641, 429, 654]
board-post: ಅಂಬೇಡ್ಕರ್ ಅಭಿವೃದ್ಧಿ ನಿಗಮ bbox=[342, 496, 437, 509]
board-post: ಕೆಎಸ್ಎಸ್ಐಡಿಸಿ bbox=[342, 406, 397, 418]
board-row bbox=[181, 747, 532, 766]
board-post: ಕೆಎಸ್‌ಐಐಡಿಸಿ bbox=[342, 568, 388, 581]
board-member: ಲಕ್ಷ್ಮಿ ಹೆಬ್ಬಾಳ್ಕರ್ bbox=[181, 713, 234, 726]
board-row bbox=[181, 711, 532, 730]
tender-cauvery-office: ಕಾರ್ಯನಿರ್ವಾಹಕ ಇಂಜಿನಿಯರ್‌ರವರ ಕಚೇರಿ bbox=[1218, 238, 1365, 250]
works-cell: 8 bbox=[769, 1631, 794, 1646]
works-cell: 1 bbox=[744, 1661, 769, 1676]
tender-maharani-phone: Ph : 0821-2424885, Mob: 9980738298 bbox=[613, 1124, 793, 1134]
board-post: ಕರ್ನಾಟಕ ರಸ್ತೆ ಅಭಿವೃದ್ಧಿ ನಿಗಮ bbox=[342, 515, 445, 527]
kunde-headline: ಡಿ.27ರಂದು ಕುಂದು ಕೊರತೆ ಸಭೆ bbox=[544, 972, 800, 999]
tender-pri-dipr: DIPR/DM/MYS/749/2018-19 bbox=[550, 1734, 663, 1743]
board-row bbox=[181, 783, 532, 802]
tender-apmc-site: Tender documents may be downloaded from Government of Karnataka e-Procurement Website https://eproc.karnataka.gov.in/eportal/index.seam under login for Contractors bbox=[1127, 828, 1455, 890]
works-cell: ಶಾಲಾ ಕಟ್ಟಡಗಳು bbox=[551, 1661, 744, 1676]
schedule-row bbox=[551, 1549, 856, 1574]
lead-caption: ರಾಷ್ಟ್ರೀಯ ಗಣಿತಶಾಸ್ತ್ರ ದಿನದ ಅಂಗವಾಗಿ ಪ್ರೊ.ಕಿರ್ನಗಿ ಉಪನ್ಯಾಸ ನೀಡಿದರು. bbox=[544, 445, 703, 470]
board-member: ಡಾ. ಸುಧಾಕರ್ bbox=[181, 551, 230, 563]
